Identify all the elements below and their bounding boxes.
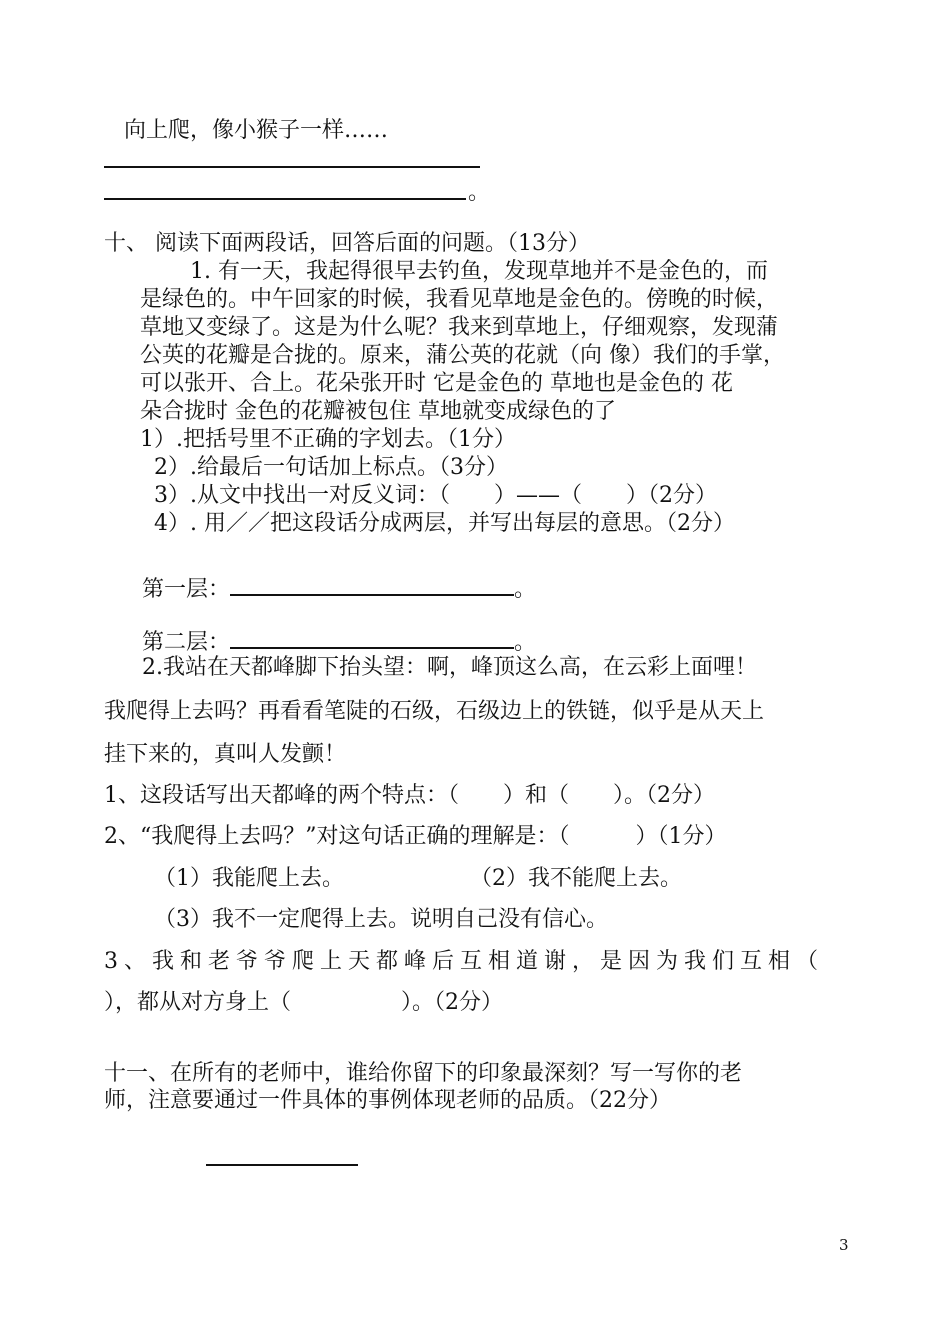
layer-one-blank: [230, 574, 514, 596]
option-text: （2）我不能爬上去。: [470, 866, 682, 891]
period-mark: 。: [514, 630, 537, 655]
passage1-line: 草地又变绿了。这是为什么呢？我来到草地上，仔细观察，发现蒲: [140, 315, 779, 340]
question-item: 3）.从文中找出一对反义词：（ ）——（ ）（2分）: [154, 483, 717, 508]
layer-two-label: 第二层：: [142, 630, 231, 655]
section-11-text: 师，注意要通过一件具体的事例体现老师的品质。（22分）: [104, 1088, 671, 1113]
passage2-line: 2.我站在天都峰脚下抬头望：啊，峰顶这么高，在云彩上面哩！: [142, 655, 757, 680]
option-text: （3）我不一定爬得上去。说明自己没有信心。: [154, 907, 608, 932]
period-mark: 。: [514, 577, 537, 602]
passage2-line: 挂下来的，真叫人发颤！: [104, 742, 347, 767]
title-line: [206, 1164, 358, 1166]
option-text: （1）我能爬上去。: [154, 866, 344, 891]
period-mark: 。: [468, 180, 491, 205]
passage1-line: 1. 有一天，我起得很早去钓鱼，发现草地并不是金色的，而: [190, 259, 768, 284]
layer-one-label: 第一层：: [142, 577, 231, 602]
passage1-line: 朵合拢时 金色的花瓣被包住 草地就变成绿色的了: [140, 399, 616, 424]
continuation-text: 向上爬，像小猴子一样……: [124, 118, 389, 143]
section-11-heading: 十一、在所有的老师中，谁给你留下的印象最深刻？写一写你的老: [104, 1061, 743, 1086]
question-item: 2）.给最后一句话加上标点。（3分）: [154, 455, 508, 480]
question-item: 1）.把括号里不正确的字划去。（1分）: [140, 427, 516, 452]
question-item: 4）. 用／／把这段话分成两层，并写出每层的意思。（2分）: [154, 511, 735, 536]
layer-one-row: [142, 574, 536, 601]
passage1-line: 是绿色的。中午回家的时候，我看见草地是金色的。傍晚的时候，: [140, 287, 779, 312]
answer-line: [104, 198, 466, 200]
passage2-line: 我爬得上去吗？再看看笔陡的石级，石级边上的铁链，似乎是从天上: [104, 699, 765, 724]
passage1-line: 公英的花瓣是合拢的。原来，蒲公英的花就（向 像）我们的手掌，: [140, 343, 785, 368]
page-number: 3: [839, 1236, 849, 1254]
answer-line: [104, 166, 480, 168]
layer-two-blank: [230, 627, 514, 649]
layer-two-row: [142, 627, 536, 654]
question-item: 3、我和老爷爷爬上天都峰后互相道谢，是因为我们互相（: [104, 949, 824, 974]
passage1-line: 可以张开、合上。花朵张开时 它是金色的 草地也是金色的 花: [140, 371, 733, 396]
question-item: 2、“我爬得上去吗？”对这句话正确的理解是：（ ）（1分）: [104, 824, 727, 849]
question-item: 1、这段话写出天都峰的两个特点：（ ）和（ ）。（2分）: [104, 783, 715, 808]
section-10-heading: 十、 阅读下面两段话，回答后面的问题。（13分）: [104, 231, 590, 256]
question-item: ），都从对方身上（ ）。（2分）: [104, 990, 503, 1015]
